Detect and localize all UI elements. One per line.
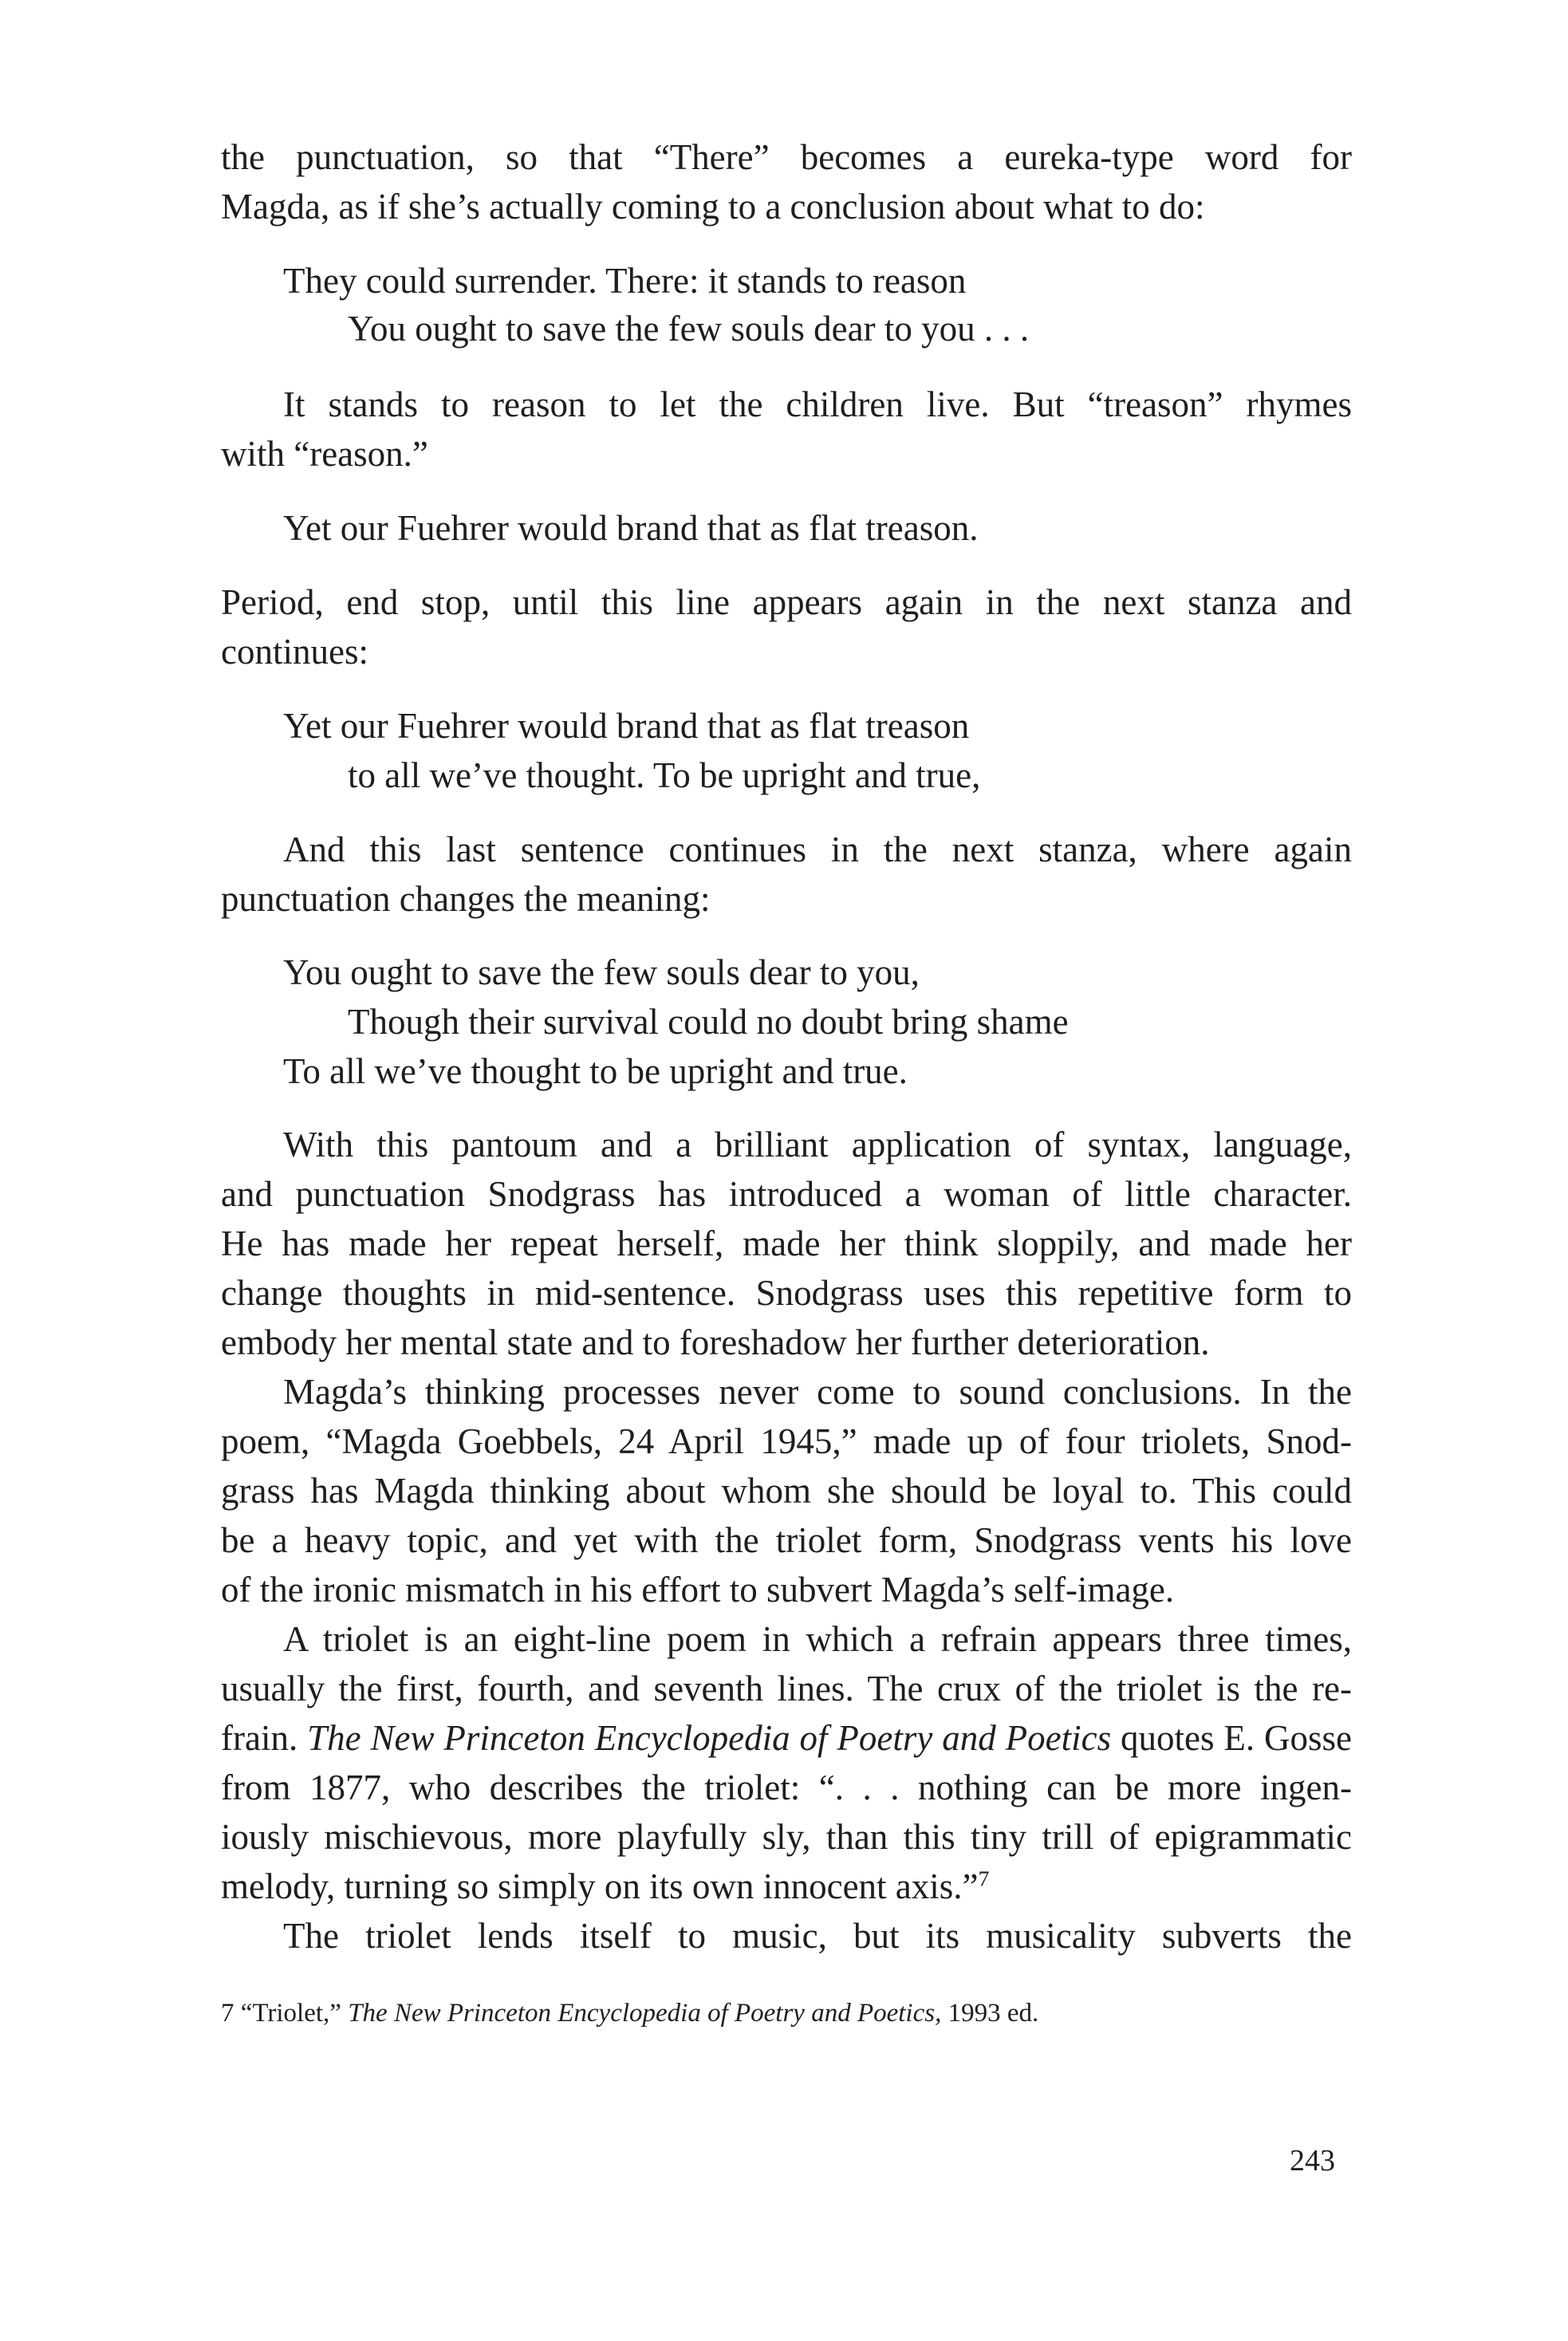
body-text-line — [221, 1866, 990, 1906]
body-text-line: from 1877, who describes the triolet: “. . . nothing can be more ingen- — [221, 1768, 1352, 1807]
text-run: frain. — [221, 1718, 298, 1758]
body-text-line: Period, end stop, until this line appears again in the next stanza and — [221, 582, 1352, 622]
text-run: “Triolet,” — [240, 1999, 341, 2028]
verse-line: Yet our Fuehrer would brand that as flat treason. — [283, 508, 979, 548]
text-run: quotes E. Gosse — [1121, 1718, 1353, 1758]
verse-line: to all we’ve thought. To be upright and true, — [348, 755, 981, 795]
verse-line: You ought to save the few souls dear to you . . . — [348, 309, 1030, 349]
body-text-line: The triolet lends itself to music, but its musicality subverts the — [283, 1916, 1352, 1956]
body-text-line: change thoughts in mid-sentence. Snodgrass uses this repetitive form to — [221, 1273, 1352, 1313]
body-text-line: with “reason.” — [221, 434, 428, 474]
footnote-number: 7 — [221, 1999, 234, 2028]
body-text-line: usually the first, fourth, and seventh lines. The crux of the triolet is the re- — [221, 1669, 1352, 1708]
verse-line: Yet our Fuehrer would brand that as flat treason — [283, 706, 970, 746]
body-text-line — [221, 1720, 1352, 1756]
text-run: 1993 ed. — [947, 1999, 1039, 2028]
text-run: melody, turning so simply on its own innocent axis.” — [221, 1866, 979, 1906]
body-text-line: punctuation changes the meaning: — [221, 879, 711, 919]
body-text-line: of the ironic mismatch in his effort to subvert Magda’s self-image. — [221, 1570, 1175, 1610]
body-text-line: be a heavy topic, and yet with the triolet form, Snodgrass vents his love — [221, 1520, 1352, 1560]
page-number: 243 — [1290, 2144, 1335, 2177]
verse-line: They could surrender. There: it stands to reason — [283, 261, 967, 301]
body-text-line: Magda’s thinking processes never come to sound conclusions. In the — [283, 1372, 1352, 1412]
body-text-line: Magda, as if she’s actually coming to a conclusion about what to do: — [221, 187, 1205, 227]
body-text-line: grass has Magda thinking about whom she should be loyal to. This could — [221, 1471, 1352, 1511]
body-text-line: He has made her repeat herself, made her think sloppily, and made her — [221, 1224, 1352, 1263]
footnote — [221, 2000, 1038, 2027]
body-text-line: With this pantoum and a brilliant application of syntax, language, — [283, 1125, 1352, 1165]
verse-line: You ought to save the few souls dear to you, — [283, 952, 920, 992]
body-text-line: poem, “Magda Goebbels, 24 April 1945,” made up of four triolets, Snod- — [221, 1421, 1352, 1461]
body-text-line: It stands to reason to let the children live. But “treason” rhymes — [283, 384, 1352, 424]
verse-line: To all we’ve thought to be upright and true. — [283, 1051, 908, 1091]
body-text-line: embody her mental state and to foreshadow her further deterioration. — [221, 1322, 1210, 1362]
body-text-line: the punctuation, so that “There” becomes a eureka-type word for — [221, 137, 1352, 177]
body-text-line: A triolet is an eight-line poem in which a refrain appears three times, — [283, 1619, 1352, 1659]
body-text-line: continues: — [221, 632, 368, 672]
body-text-line: iously mischievous, more playfully sly, than this tiny trill of epigrammatic — [221, 1817, 1352, 1857]
body-text-line: And this last sentence continues in the next stanza, where again — [283, 830, 1352, 869]
book-title: The New Princeton Encyclopedia of Poetry and Poetics, — [348, 1999, 942, 2028]
verse-line: Though their survival could no doubt bring shame — [348, 1002, 1069, 1042]
body-text-line: and punctuation Snodgrass has introduced a woman of little character. — [221, 1174, 1352, 1214]
book-title: The New Princeton Encyclopedia of Poetry and Poetics — [307, 1718, 1112, 1758]
footnote-reference: 7 — [978, 1866, 990, 1892]
